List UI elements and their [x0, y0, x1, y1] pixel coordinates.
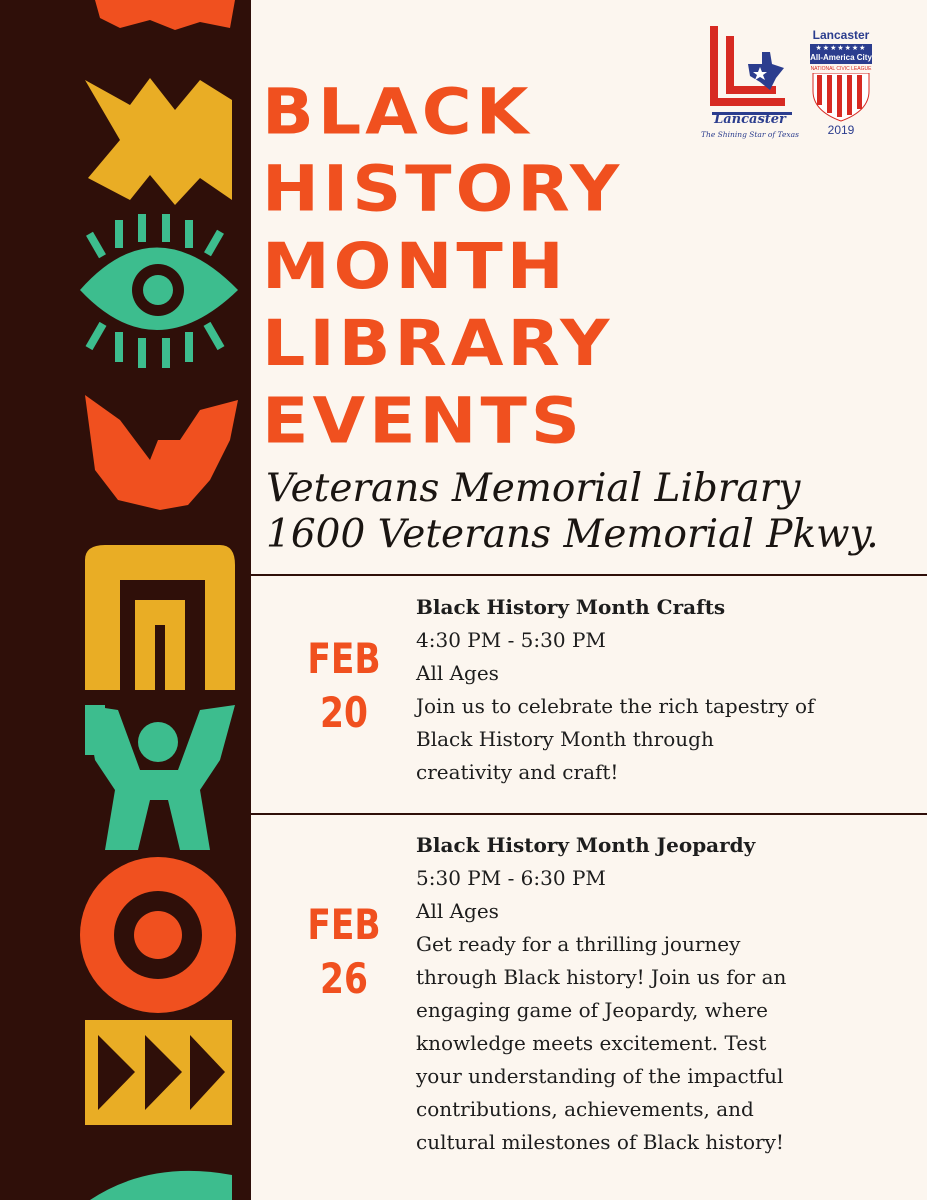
- teal-bottom-shape-icon: [90, 1171, 232, 1200]
- event-2-day: 26: [320, 954, 368, 1003]
- event-2-title: Black History Month Jeopardy: [416, 833, 756, 857]
- lancaster-logo-tagline: The Shining Star of Texas: [701, 130, 799, 139]
- event-1-desc-line-2: Black History Month through: [416, 727, 714, 751]
- title-line-2: HISTORY: [262, 153, 624, 227]
- teal-figure-icon: [85, 705, 235, 850]
- event-1-month: FEB: [307, 634, 381, 683]
- divider-top: [251, 574, 927, 576]
- yellow-chevron-icon: [85, 1020, 232, 1125]
- event-1-time: 4:30 PM - 5:30 PM: [416, 628, 606, 652]
- orange-top-shape-icon: [95, 0, 235, 30]
- event-1-date: [295, 632, 393, 740]
- lancaster-ll-icon: [700, 24, 800, 122]
- title-line-4: LIBRARY: [262, 307, 614, 381]
- yellow-arch-icon: [85, 545, 235, 690]
- lancaster-logo: [700, 24, 800, 144]
- event-2-details: [416, 829, 856, 1159]
- all-america-city-logo: [805, 28, 877, 146]
- event-1-day: 20: [320, 688, 368, 737]
- tribal-pattern-art: [0, 0, 251, 1200]
- title-line-3: MONTH: [262, 230, 568, 304]
- title-line-1: BLACK: [262, 75, 533, 150]
- event-2-desc-line-5: your understanding of the impactful: [416, 1064, 784, 1088]
- aac-shield-icon: [805, 73, 877, 123]
- venue-name: Veterans Memorial Library: [266, 466, 801, 511]
- orange-bird-icon: [85, 395, 238, 510]
- event-2-desc-line-2: through Black history! Join us for an: [416, 965, 787, 989]
- orange-target-icon: [80, 857, 236, 1013]
- title-line-5: EVENTS: [262, 384, 584, 459]
- event-2-desc-line-6: contributions, achievements, and: [416, 1097, 754, 1121]
- event-2-ages: All Ages: [416, 899, 499, 923]
- event-2-desc-line-4: knowledge meets excitement. Test: [416, 1031, 767, 1055]
- event-2-desc-line-7: cultural milestones of Black history!: [416, 1130, 784, 1154]
- event-2-month: FEB: [307, 900, 381, 949]
- aac-banner-text: All-America City: [810, 53, 872, 62]
- event-1-desc-line-1: Join us to celebrate the rich tapestry of: [416, 694, 815, 718]
- event-2-desc-line-1: Get ready for a thrilling journey: [416, 932, 741, 956]
- event-2-date: [295, 898, 393, 1006]
- event-1-desc-line-3: creativity and craft!: [416, 760, 619, 784]
- event-1-ages: All Ages: [416, 661, 499, 685]
- aac-banner: [810, 44, 872, 64]
- yellow-arrow-band-icon: [85, 78, 232, 205]
- aac-year: 2019: [827, 123, 855, 137]
- event-1-title: Black History Month Crafts: [416, 595, 726, 619]
- teal-eye-icon: [80, 214, 238, 368]
- event-2-time: 5:30 PM - 6:30 PM: [416, 866, 606, 890]
- page-title: [262, 74, 623, 460]
- event-1-details: [416, 591, 856, 789]
- venue-address: 1600 Veterans Memorial Pkwy.: [266, 512, 879, 557]
- aac-top-label: Lancaster: [812, 28, 870, 42]
- decorative-sidebar: [0, 0, 251, 1200]
- event-2-desc-line-3: engaging game of Jeopardy, where: [416, 998, 768, 1022]
- divider-middle: [251, 813, 927, 815]
- aac-sub-label: NATIONAL CIVIC LEAGUE: [810, 66, 872, 72]
- aac-stars: ★★★★★★★: [815, 44, 867, 52]
- lancaster-logo-name: Lancaster: [714, 112, 786, 127]
- venue-block: [266, 466, 879, 558]
